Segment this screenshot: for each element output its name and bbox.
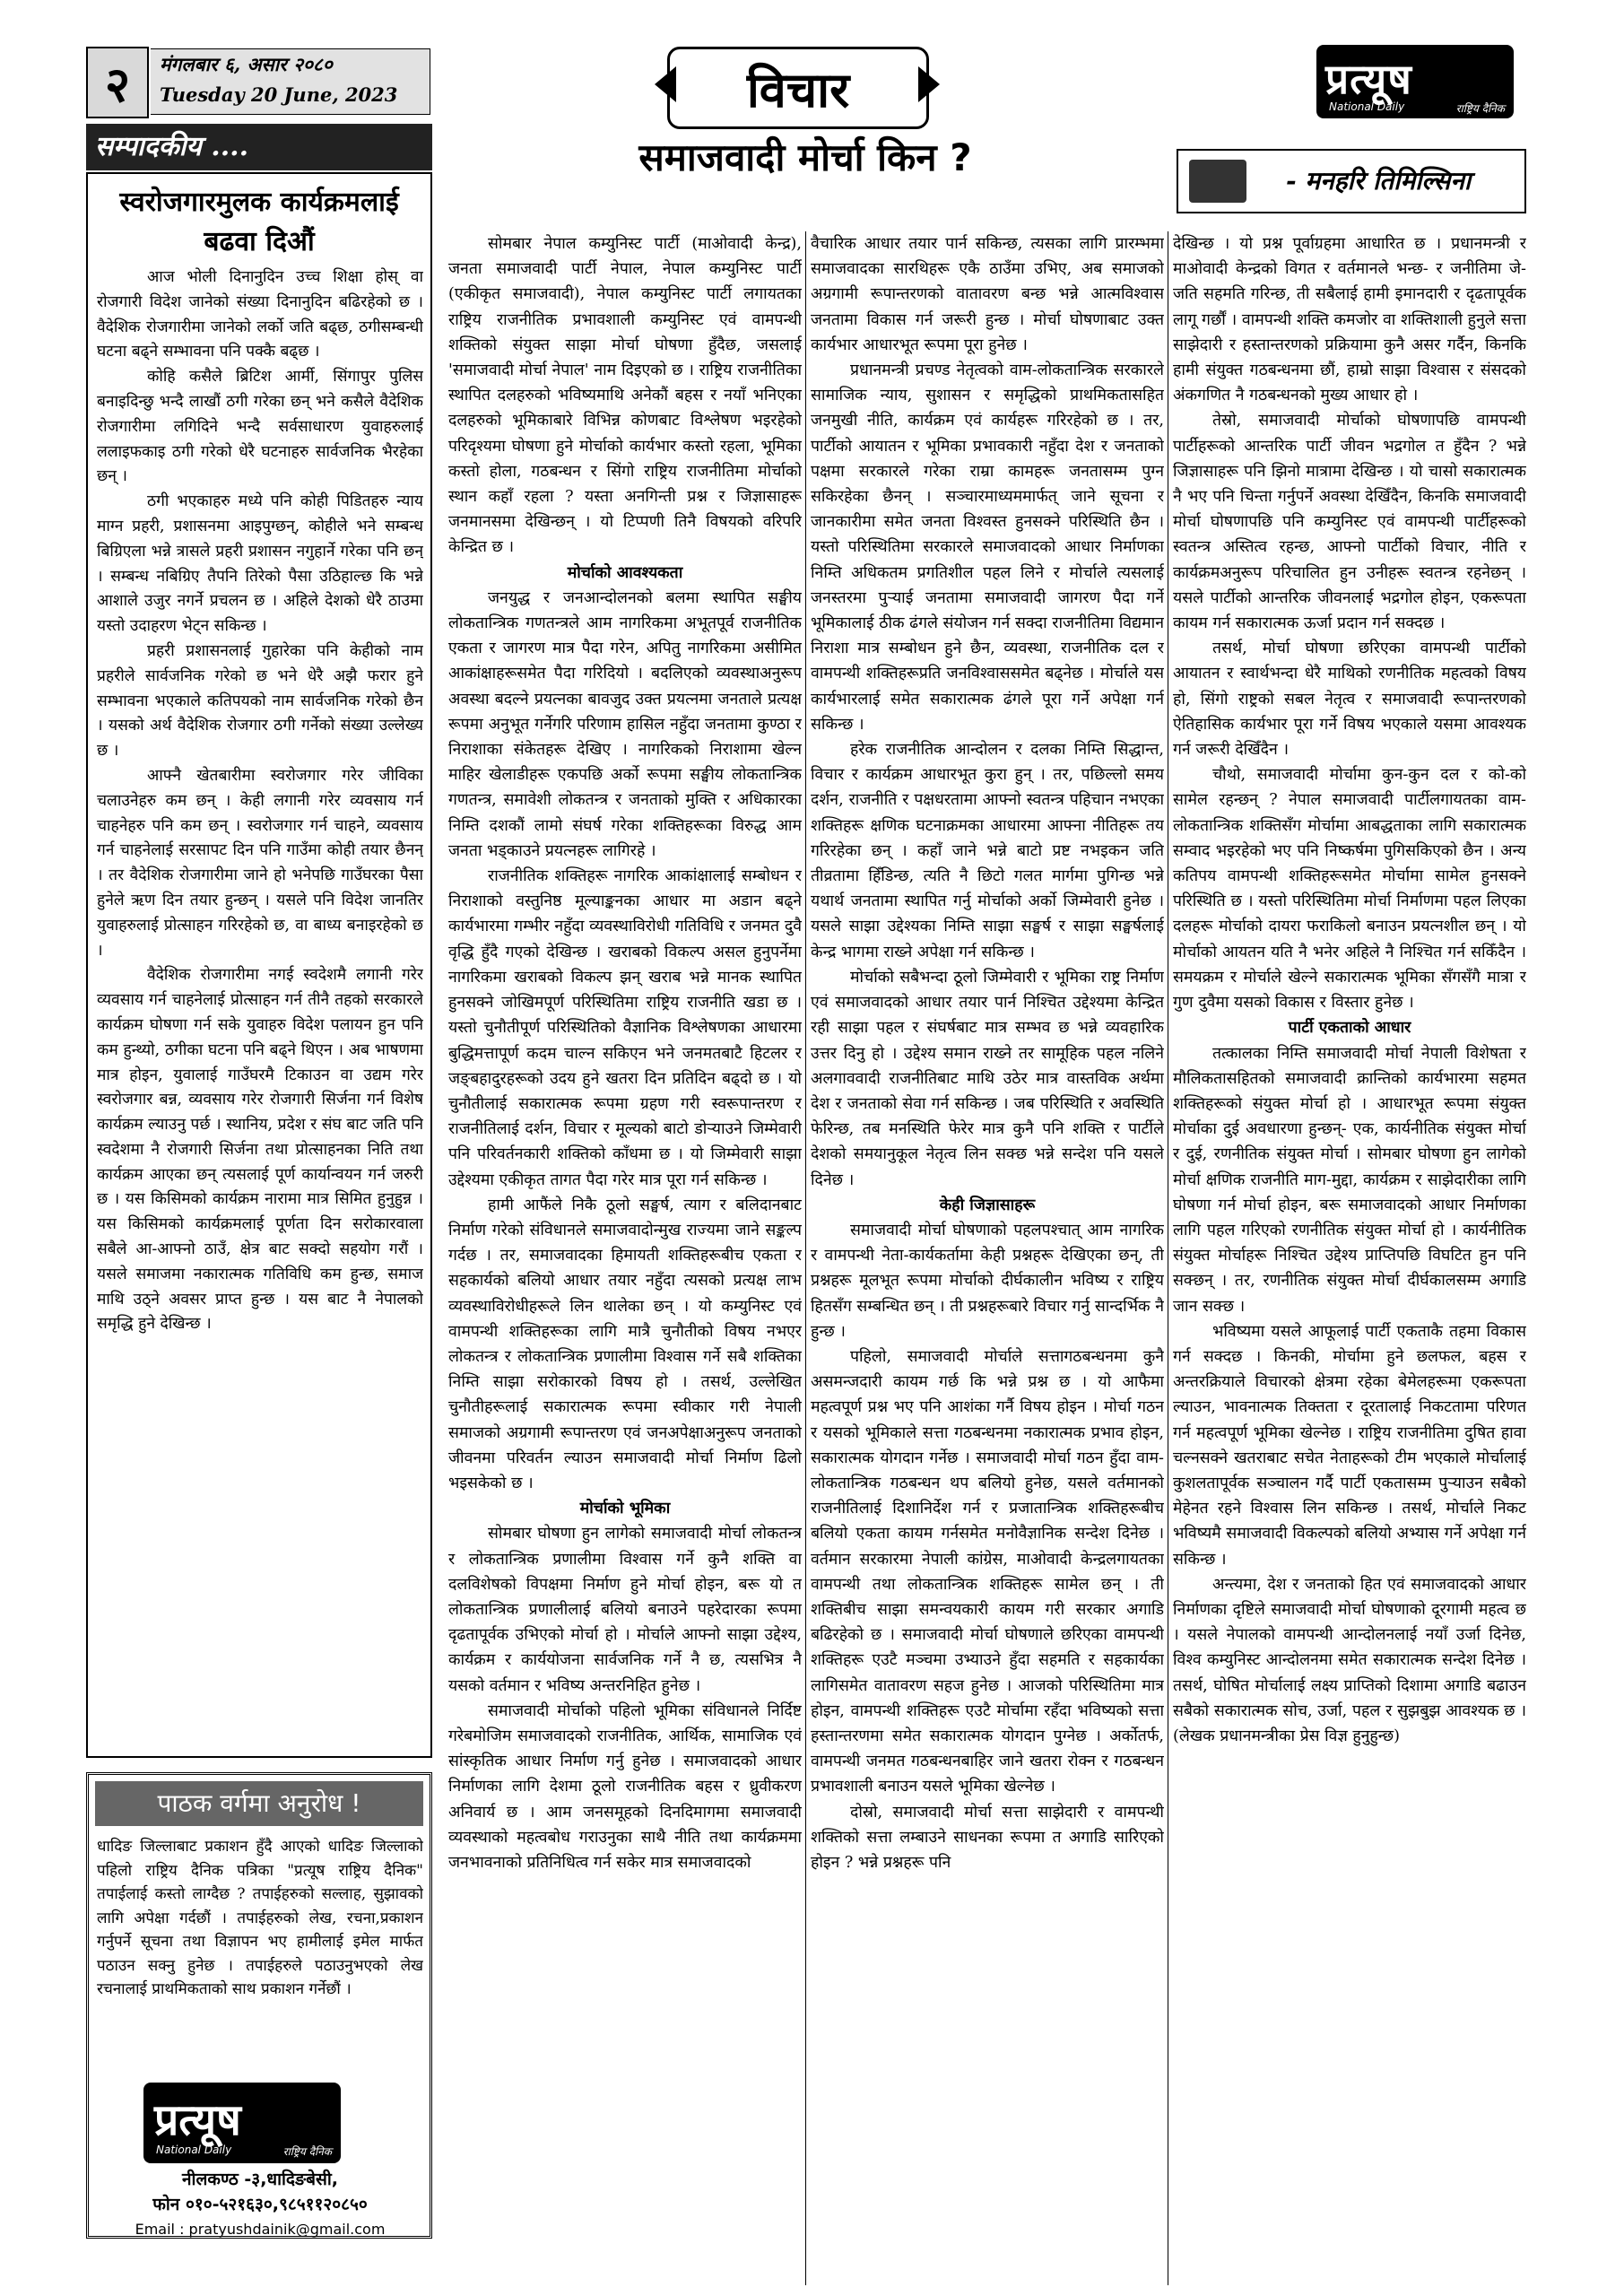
logo-sub-ne: राष्ट्रिय दैनिक bbox=[1455, 102, 1505, 115]
article-paragraph: हामी आफैंले निकै ठूलो सङ्घर्ष, त्याग र बलिदानबाट निर्माण गरेको संविधानले समाजवादोन्मुख राज्यमा जाने सङ्कल्प गर्दछ । तर, समाजवादका हिमायती शक्तिहरूबीच एकता र सहकार्यको बलियो आधार तयार नहुँदा त्यसको प्रत्यक्ष लाभ व्यवस्थाविरोधीहरूले लिन थालेका छन् । यो कम्युनिस्ट एवं वामपन्थी शक्तिहरूका लागि मात्रै चुनौतीको विषय नभएर लोकतन्त्र र लोकतान्त्रिक प्रणालीमा विश्वास गर्ने सबै शक्तिका निम्ति साझा सरोकारको विषय हो । तसर्थ, उल्लेखित चुनौतीहरूलाई सकारात्मक रूपमा स्वीकार गरी नेपाली समाजको अग्रगामी रूपान्तरण एवं जनअपेक्षाअनुरूप जनताको जीवनमा परिवर्तन ल्याउन समाजवादी मोर्चा निर्माण ढिलो भइसकेको छ । bbox=[448, 1196, 802, 1492]
article-paragraph: पहिलो, समाजवादी मोर्चाले सत्तागठबन्धनमा कुनै असमन्जदारी कायम गर्छ कि भन्ने प्रश्न छ । यो आफैमा महत्वपूर्ण प्रश्न भए पनि आशंका गर्नै विषय होइन । मोर्चा गठन र यसको भूमिकाले सत्ता गठबन्धनमा नकारात्मक प्रभाव होइन, सकारात्मक योगदान गर्नेछ । समाजवादी मोर्चा गठन हुँदा वाम-लोकतान्त्रिक गठबन्धन थप बलियो हुनेछ, यसले वर्तमानको राजनीतिलाई दिशानिर्देश गर्न र प्रजातान्त्रिक शक्तिहरूबीच बलियो एकता कायम गर्नसमेत मनोवैज्ञानिक सन्देश दिनेछ । वर्तमान सरकारमा नेपाली कांग्रेस, माओवादी केन्द्रलगायतका वामपन्थी तथा लोकतान्त्रिक शक्तिहरू सामेल छन् । ती शक्तिबीच साझा समन्वयकारी कायम गरी सरकार अगाडि बढिरहेको छ । समाजवादी मोर्चा घोषणाले छरिएका वामपन्थी शक्तिहरू एउटै मञ्चमा उभ्याउने हुँदा सहमति र सहकार्यका लागिसमेत वातावरण सहज हुनेछ । आजको परिस्थितिमा मात्र होइन, वामपन्थी शक्तिहरू एउटै मोर्चामा रहँदा भविष्यको सत्ता हस्तान्तरणमा समेत सकारात्मक योगदान पुग्नेछ । अर्कोतर्फ, वामपन्थी जनमत गठबन्धनबाहिर जाने खतरा रोक्न र गठबन्धन प्रभावशाली बनाउन यसले भूमिका खेल्नेछ । bbox=[811, 1347, 1164, 1796]
right-arrow-icon bbox=[918, 66, 940, 102]
contact-phone: फोन ०१०-५२१६३०,९८५११२०८५० bbox=[152, 2195, 368, 2214]
reader-appeal-heading: पाठक वर्गमा अनुरोध ! bbox=[95, 1781, 423, 1826]
article-paragraph: मोर्चाको सबैभन्दा ठूलो जिम्मेवारी र भूमिका राष्ट्र निर्माण एवं समाजवादको आधार तयार पार्न निश्चित उद्देश्यमा केन्द्रित रही साझा पहल र संघर्षबाट मात्र सम्भव छ भन्ने व्यवहारिक उत्तर दिनु हो । उद्देश्य समान राख्ने तर सामूहिक पहल नलिने अलगाववादी राजनीतिबाट माथि उठेर मात्र वास्तविक अर्थमा देश र जनताको सेवा गर्न सकिन्छ । जब परिस्थिति र अवस्थिति फेरिन्छ, तब मनस्थिति फेरेर मात्र कुनै पनि शक्ति र पार्टीले देशको समयानुकूल नेतृत्व लिन सक्छ भन्ने सन्देश पनि यसले दिनेछ । bbox=[811, 968, 1164, 1189]
article-subheading: पार्टी एकताको आधार bbox=[1288, 1018, 1411, 1038]
contact-block bbox=[97, 2167, 423, 2242]
article-paragraph: देखिन्छ । यो प्रश्न पूर्वाग्रहमा आधारित छ । प्रधानमन्त्री र माओवादी केन्द्रको विगत र वर्तमानले भन्छ- र जनीतिमा जे-जति सहमति गरिन्छ, ती सबैलाई हामी इमानदारी र दृढतापूर्वक लागू गर्छौं । वामपन्थी शक्ति कमजोर वा शक्तिशाली हुनुले सत्ता साझेदारी र हस्तान्तरणको प्रक्रियामा कुनै असर गर्दैन, किनकि हामी संयुक्त गठबन्धनमा छौं, हाम्रो साझा विश्वास र संसदको अंकगणित नै गठबन्धनको मुख्य आधार हो । bbox=[1173, 235, 1526, 405]
article-paragraph: भविष्यमा यसले आफूलाई पार्टी एकताकै तहमा विकास गर्न सक्दछ । किनकी, मोर्चामा हुने छलफल, बहस र अन्तरक्रियाले विचारको क्षेत्रमा रहेका बेमेलहरूमा एकरूपता ल्याउन, भावनात्मक तिक्तता र दूरतालाई निकटतामा परिणत गर्न महत्वपूर्ण भूमिका खेल्नेछ । राष्ट्रिय राजनीतिमा दुषित हावा चल्नसक्ने खतराबाट सचेत नेताहरूको टीम भएकाले मोर्चालाई कुशलतापूर्वक सञ्चालन गर्दै पार्टी एकतासम्म पुऱ्याउन सबैको मेहेनत रहने विश्वास लिन सकिन्छ । तसर्थ, मोर्चाले निकट भविष्यमै समाजवादी विकल्पको बलियो अभ्यास गर्ने अपेक्षा गर्न सकिन्छ । bbox=[1173, 1322, 1526, 1569]
logo-text: प्रत्यूष bbox=[1325, 55, 1412, 103]
article-title: समाजवादी मोर्चा किन ? bbox=[638, 135, 972, 179]
article-paragraph: प्रधानमन्त्री प्रचण्ड नेतृत्वको वाम-लोकतान्त्रिक सरकारले सामाजिक न्याय, सुशासन र समृद्धिको प्राथमिकतासहित जनमुखी नीति, कार्यक्रम एवं कार्यहरू गरिरहेको छ । तर, पार्टीको आयातन र भूमिका प्रभावकारी नहुँदा देश र जनताको पक्षमा सरकारले गरेका राम्रा कामहरू जनतासम्म पुग्न सकिरहेका छैनन् । सञ्चारमाध्यममार्फत् जाने सूचना र जानकारीमा समेत जनता विश्वस्त हुनसक्ने परिस्थिति छैन । यस्तो परिस्थितिमा सरकारले समाजवादको आधार निर्माणका निम्ति अधिकतम प्रगतिशील पहल लिने र मोर्चाले त्यसलाई जनस्तरमा पुऱ्याई जनतामा समाजवादी जागरण पैदा गर्ने भूमिकालाई ठीक ढंगले संयोजन गर्न सक्दा राजनीतिमा विद्यमान निराशा मात्र सम्बोधन हुने छैन, व्यवस्था, राजनीतिक दल र वामपन्थी शक्तिहरूप्रति जनविश्वाससमेत बढ्नेछ । मोर्चाले यस कार्यभारलाई समेत सकारात्मक ढंगले पूरा गर्ने अपेक्षा गर्न सकिन्छ । bbox=[811, 361, 1164, 734]
article-paragraph: सोमबार नेपाल कम्युनिस्ट पार्टी (माओवादी केन्द्र), जनता समाजवादी पार्टी नेपाल, नेपाल कम्युनिस्ट पार्टी (एकीकृत समाजवादी), नेपाल कम्युनिस्ट पार्टी लगायतका राष्ट्रिय राजनीतिक प्रभावशाली कम्युनिस्ट एवं वामपन्थी शक्तिको संयुक्त साझा मोर्चा घोषणा हुँदैछ, जसलाई 'समाजवादी मोर्चा नेपाल' नाम दिइएको छ । राष्ट्रिय राजनीतिका स्थापित दलहरुको भविष्यमाथि अनेकौं बहस र नयाँ भनिएका दलहरुको भूमिकाबारे विभिन्न कोणबाट विश्लेषण भइरहेको परिदृश्यमा घोषणा हुने मोर्चाको कार्यभार कस्तो रहला, भूमिका कस्तो होला, गठबन्धन र सिंगो राष्ट्रिय राजनीतिमा मोर्चाको स्थान कहाँ रहला ? यस्ता अनगिन्ती प्रश्न र जिज्ञासाहरू जनमानसमा देखिन्छन् । यो टिप्पणी तिनै विषयको वरिपरि केन्द्रित छ । bbox=[448, 235, 802, 557]
article-paragraph: जनयुद्ध र जनआन्दोलनको बलमा स्थापित सङ्घीय लोकतान्त्रिक गणतन्त्रले आम नागरिकमा अभूतपूर्व राजनीतिक एकता र जागरण मात्र पैदा गरेन, अपितु नागरिकमा असीमित आकांक्षाहरूसमेत पैदा गरिदियो । बदलिएको व्यवस्थाअनुरूप अवस्था बदल्ने प्रयत्नका बावजुद उक्त प्रयत्नमा जनताले प्रत्यक्ष रूपमा अनुभूत गर्नेगरि परिणाम हासिल नहुँदा जनतामा कुण्ठा र निराशाका संकेतहरू देखिए । नागरिकको निराशामा खेल्न माहिर खेलाडीहरू एकपछि अर्को रूपमा सङ्घीय लोकतान्त्रिक गणतन्त्र, समावेशी लोकतन्त्र र जनताको मुक्ति र अधिकारका निम्ति दशकौं लामो संघर्ष गरेका शक्तिहरूका विरुद्ध आम जनता भड्काउने प्रयत्नहरू लागिरहे । bbox=[448, 588, 802, 860]
article-paragraph: तसर्थ, मोर्चा घोषणा छरिएका वामपन्थी पार्टीको आयातन र स्वार्थभन्दा धेरै माथिको रणनीतिक महत्वको विषय हो, सिंगो राष्ट्रको सबल नेतृत्व र समाजवादी रूपान्तरणको ऐतिहासिक कार्यभार पूरा गर्ने विषय भएकाले यसमा आवश्यक गर्न जरूरी देखिँदैन । bbox=[1173, 639, 1526, 760]
section-title: विचार bbox=[667, 47, 929, 129]
article-paragraph: अन्त्यमा, देश र जनताको हित एवं समाजवादको आधार निर्माणका दृष्टिले समाजवादी मोर्चा घोषणाको दूरगामी महत्व छ । यसले नेपालको वामपन्थी आन्दोलनलाई नयाँ उर्जा दिनेछ, विश्व कम्युनिस्ट आन्दोलनमा समेत सकारात्मक सन्देश दिनेछ । तसर्थ, घोषित मोर्चालाई लक्ष्य प्राप्तिको दिशामा अगाडि बढाउन सबैको सकारात्मक सोच, उर्जा, पहल र सुझबुझ आवश्यक छ । (लेखक प्रधानमन्त्रीका प्रेस विज्ञ हुनुहुन्छ) bbox=[1173, 1575, 1526, 1745]
footer-logo-sub-en: National Daily bbox=[156, 2144, 232, 2156]
article-paragraph: दोस्रो, समाजवादी मोर्चा सत्ता साझेदारी र वामपन्थी शक्तिको सत्ता लम्बाउने साधनका रूपमा त अगाडि सारिएको होइन ? भन्ने प्रश्नहरू पनि bbox=[811, 1803, 1164, 1872]
article-paragraph: सोमबार घोषणा हुन लागेको समाजवादी मोर्चा लोकतन्त्र र लोकतान्त्रिक प्रणालीमा विश्वास गर्ने कुनै शक्ति वा दलविशेषको विपक्षमा निर्माण हुने मोर्चा होइन, बरू यो त लोकतान्त्रिक प्रणालीलाई बलियो बनाउने पहरेदारका रूपमा दृढतापूर्वक उभिएको मोर्चा हो । मोर्चाले आफ्नो साझा उद्देश्य, कार्यक्रम र कार्ययोजना सार्वजनिक गर्ने नै छ, त्यसभित्र नै यसको वर्तमान र भविष्य अन्तरनिहित हुनेछ । bbox=[448, 1525, 802, 1695]
column-divider bbox=[805, 231, 806, 2285]
article-subheading: मोर्चाको आवश्यकता bbox=[567, 562, 683, 582]
page-number: २ bbox=[86, 47, 149, 118]
editorial-label: सम्पादकीय .... bbox=[86, 124, 432, 170]
footer-logo-text: प्रत्यूष bbox=[154, 2095, 241, 2145]
author-name: - मनहरि तिमिल्सिना bbox=[1286, 166, 1472, 196]
editorial-paragraph: ठगी भएकाहरु मध्ये पनि कोही पिडितहरु न्याय माग्न प्रहरी, प्रशासनमा आइपुग्छन्, कोहीले भने सम्बन्ध बिग्रिएला भन्ने त्रासले प्रहरी प्रशासन नगुहार्ने गरेका पनि छन् । सम्बन्ध नबिग्रिए तैपनि तिरेको पैसा उठिहाल्छ कि भन्ने आशाले उजुर नगर्ने प्रचलन छ । अहिले देशको धेरै ठाउमा यस्तो उदाहरण भेट्न सकिन्छ । bbox=[97, 492, 423, 636]
editorial-paragraph: आज भोली दिनानुदिन उच्च शिक्षा होस् वा रोजगारी विदेश जानेको संख्या दिनानुदिन बढिरहेको छ । वैदेशिक रोजगारीमा जानेको लर्को जति बढ्छ, ठगीसम्बन्धी घटना बढ्ने सम्भावना पनि पक्कै बढ्छ । bbox=[97, 268, 423, 361]
article-subheading: केही जिज्ञासाहरू bbox=[939, 1195, 1036, 1214]
date-nepali: मंगलबार ६, असार २०८० bbox=[160, 53, 333, 75]
editorial-title: स्वरोजगारमुलक कार्यक्रमलाई बढवा दिऔं bbox=[119, 187, 399, 257]
article-paragraph: तत्कालका निम्ति समाजवादी मोर्चा नेपाली विशेषता र मौलिकतासहितको समाजवादी क्रान्तिको कार्यभारमा सहमत शक्तिहरूको संयुक्त मोर्चा हो । आधारभूत रूपमा संयुक्त मोर्चाका दुई अवधारणा हुन्छन्- एक, कार्यनीतिक संयुक्त मोर्चा र दुई, रणनीतिक संयुक्त मोर्चा । सोमबार घोषणा हुन लागेको मोर्चा क्षणिक राजनीति माग-मुद्दा, कार्यक्रम र साझेदारीका लागि घोषणा गर्न मोर्चा होइन, बरू समाजवादको आधार निर्माणका लागि पहल गरिएको रणनीतिक संयुक्त मोर्चा हो । कार्यनीतिक संयुक्त मोर्चाहरू निश्चित उद्देश्य प्राप्तिपछि विघटित हुन पनि सक्छन् । तर, रणनीतिक संयुक्त मोर्चा दीर्घकालसम्म अगाडि जान सक्छ । bbox=[1173, 1044, 1526, 1316]
author-box bbox=[1177, 149, 1526, 213]
article-column-1 bbox=[448, 231, 802, 2291]
footer-logo bbox=[143, 2083, 341, 2163]
editorial-paragraph: प्रहरी प्रशासनलाई गुहारेका पनि केहीको नाम प्रहरीले सार्वजनिक गरेको छ भने धेरै अझै फरार हुने सम्भावना भएकाले कतिपयको नाम सार्वजनिक गरेको छैन । यसको अर्थ वैदेशिक रोजगार ठगी गर्नेको संख्या उल्लेख्य छ । bbox=[97, 641, 423, 761]
article-paragraph: राजनीतिक शक्तिहरू नागरिक आकांक्षालाई सम्बोधन र निराशाको वस्तुनिष्ठ मूल्याङ्कनका आधार मा अडान बढ्ने कार्यभारमा गम्भीर नहुँदा व्यवस्थाविरोधी गतिविधि र जनमत दुवै वृद्धि हुँदै गएको देखिन्छ । खराबको विकल्प असल हुनुपर्नेमा नागरिकमा खराबको विकल्प झन् खराब भन्ने मानक स्थापित हुनसक्ने जोखिमपूर्ण परिस्थितिमा राष्ट्रिय राजनीति खडा छ । यस्तो चुनौतीपूर्ण परिस्थितिको वैज्ञानिक विश्लेषणका आधारमा बुद्धिमत्तापूर्ण कदम चाल्न सकिएन भने जनमतबाटै हिटलर र जङ्बहादुरहरूको उदय हुने खतरा दिन प्रतिदिन बढ्दो छ । यो चुनौतीलाई सकारात्मक रूपमा ग्रहण गरी स्वरूपान्तरण र राजनीतिलाई दर्शन, विचार र मूल्यको बाटो डोऱ्याउने जिम्मेवारी पनि परिवर्तनकारी शक्तिको काँधमा छ । यो जिम्मेवारी साझा उद्देश्यमा एकीकृत तागत पैदा गरेर मात्र पूरा गर्न सकिन्छ । bbox=[448, 867, 802, 1189]
article-paragraph: तेस्रो, समाजवादी मोर्चाको घोषणापछि वामपन्थी पार्टीहरूको आन्तरिक पार्टी जीवन भद्रगोल त हुँदैन ? भन्ने जिज्ञासाहरू पनि झिनो मात्रामा देखिन्छ । यो चासो सकारात्मक नै भए पनि चिन्ता गर्नुपर्ने अवस्था देखिँदैन, किनकि समाजवादी मोर्चा घोषणापछि पनि कम्युनिस्ट एवं वामपन्थी पार्टीहरूको स्वतन्त्र अस्तित्व रहन्छ, आफ्नो पार्टीको विचार, नीति र कार्यक्रमअनुरूप परिचालित हुन उनीहरू स्वतन्त्र रहनेछन् । यसले पार्टीको आन्तरिक जीवनलाई भद्रगोल होइन, एकरूपता कायम गर्न सकारात्मक ऊर्जा प्रदान गर्न सक्दछ । bbox=[1173, 412, 1526, 633]
masthead-logo bbox=[1316, 45, 1514, 118]
editorial-paragraph: आफ्नै खेतबारीमा स्वरोजगार गरेर जीविका चलाउनेहरु कम छन् । केही लगानी गरेर व्यवसाय गर्न चाहनेहरु पनि कम छन् । स्वरोजगार गर्न चाहने, व्यवसाय गर्न चाहनेलाई सरसापट दिन पनि गाउँमा कोही तयार छैनन् । तर वैदेशिक रोजगारीमा जाने हो भनेपछि गाउँघरका पैसा हुनेले ऋण दिन तयार हुन्छन् । यसले पनि विदेश जानतिर युवाहरुलाई प्रोत्साहन गरिरहेको छ, वा बाध्य बनाइरहेको छ । bbox=[97, 766, 423, 960]
contact-address: नीलकण्ठ -३,धादिङबेसी, bbox=[182, 2170, 338, 2189]
author-photo bbox=[1189, 160, 1246, 203]
article-paragraph: चौथो, समाजवादी मोर्चामा कुन-कुन दल र को-को सामेल रहन्छन् ? नेपाल समाजवादी पार्टीलगायतका वाम-लोकतान्त्रिक शक्तिसँग मोर्चामा आबद्धताका लागि सकारात्मक सम्वाद भइरहेको भए पनि निष्कर्षमा पुगिसकिएको छैन । अन्य कतिपय वामपन्थी शक्तिहरूसमेत मोर्चामा सामेल हुनसक्ने परिस्थिति छ । यस्तो परिस्थितिमा मोर्चा निर्माणमा पहल लिएका दलहरू मोर्चाको दायरा फराकिलो बनाउन प्रयत्नशील छन् । यो मोर्चाको आयतन यति नै भनेर अहिले नै निश्चित गर्न सकिँदैन । समयक्रम र मोर्चाले खेल्ने सकारात्मक भूमिका सँगसँगै मात्रा र गुण दुवैमा यसको विकास र विस्तार हुनेछ । bbox=[1173, 766, 1526, 1013]
reader-appeal-paragraph: धादिङ जिल्लाबाट प्रकाशन हुँदै आएको धादिङ जिल्लाको पहिलो राष्ट्रिय दैनिक पत्रिका "प्रत्यूष राष्ट्रिय दैनिक" तपाईलाई कस्तो लाग्दैछ ? तपाईहरुको सल्लाह, सुझावको लागि अपेक्षा गर्दछौं । तपाईहरुको लेख, रचना,प्रकाशन गर्नुपर्ने सूचना तथा विज्ञापन भए हामीलाई इमेल मार्फत पठाउन सक्नु हुनेछ । तपाईहरुले पठाउनुभएको लेख रचनालाई प्राथमिकताको साथ प्रकाशन गर्नेछौं । bbox=[97, 1838, 423, 1998]
editorial-body bbox=[97, 265, 423, 1745]
reader-appeal-text bbox=[97, 1835, 423, 2011]
footer-logo-sub-ne: राष्ट्रिय दैनिक bbox=[282, 2145, 332, 2158]
dateline bbox=[151, 48, 430, 115]
editorial-paragraph: कोहि कसैले ब्रिटिश आर्मी, सिंगापुर पुलिस बनाइदिन्छु भन्दै लाखौं ठगी गरेका छन् भने कसैले वैदेशिक रोजगारीमा लगिदिने भन्दै सर्वसाधारण युवाहरुलाई ललाइफकाइ ठगी गरेको धेरै घटनाहरु सार्वजनिक भैरहेका छन् । bbox=[97, 368, 423, 486]
contact-email[interactable]: Email : pratyushdainik@gmail.com bbox=[135, 2221, 386, 2238]
logo-sub-en: National Daily bbox=[1329, 100, 1405, 113]
article-subheading: मोर्चाको भूमिका bbox=[579, 1499, 671, 1518]
article-column-3 bbox=[1173, 231, 1526, 2291]
article-paragraph: समाजवादी मोर्चा घोषणाको पहलपश्चात् आम नागरिक र वामपन्थी नेता-कार्यकर्तामा केही प्रश्नहरू देखिएका छन्, ती प्रश्नहरू मूलभूत रूपमा मोर्चाको दीर्घकालीन भविष्य र राष्ट्रिय हितसँग सम्बन्धित छन् । ती प्रश्नहरूबारे विचार गर्नु सान्दर्भिक नै हुन्छ । bbox=[811, 1221, 1164, 1341]
date-english: Tuesday 20 June, 2023 bbox=[160, 83, 398, 106]
article-paragraph: वैचारिक आधार तयार पार्न सकिन्छ, त्यसका लागि प्रारम्भमा समाजवादका सारथिहरू एकै ठाउँमा उभिए, अब समाजको अग्रगामी रूपान्तरणको वातावरण बन्छ भन्ने आत्मविश्वास जनतामा विकास गर्न जरूरी हुन्छ । मोर्चा घोषणाबाट उक्त कार्यभार आधारभूत रूपमा पूरा हुनेछ । bbox=[811, 235, 1164, 354]
article-paragraph: समाजवादी मोर्चाको पहिलो भूमिका संविधानले निर्दिष्ट गरेबमोजिम समाजवादको राजनीतिक, आर्थिक, सामाजिक एवं सांस्कृतिक आधार निर्माण गर्नु हुनेछ । समाजवादको आधार निर्माणका लागि देशमा ठूलो राजनीतिक बहस र ध्रुवीकरण अनिवार्य छ । आम जनसमूहको दिनदिमागमा समाजवादी व्यवस्थाको महत्वबोध गराउनुका साथै नीति तथा कार्यक्रममा जनभावनाको प्रतिनिधित्व गर्न सकेर मात्र समाजवादको bbox=[448, 1701, 802, 1872]
article-paragraph: हरेक राजनीतिक आन्दोलन र दलका निम्ति सिद्धान्त, विचार र कार्यक्रम आधारभूत कुरा हुन् । तर, पछिल्लो समय दर्शन, राजनीति र पक्षधरतामा आफ्नो स्वतन्त्र पहिचान नभएका शक्तिहरू क्षणिक घटनाक्रमका आधारमा आफ्ना नीतिहरू तय गरिरहेका छन् । कहाँ जाने भन्ने बाटो प्रष्ट नभइकन जति तीव्रतामा हिँडिन्छ, त्यति नै छिटो गलत मार्गमा पुगिन्छ भन्ने यथार्थ जनतामा स्थापित गर्नु मोर्चाको अर्को जिम्मेवारी हुनेछ । यसले साझा उद्देश्यका निम्ति साझा सङ्घर्ष र साझा सङ्घर्षलाई केन्द्र भागमा राख्ने अपेक्षा गर्न सकिन्छ । bbox=[811, 741, 1164, 961]
editorial-paragraph: वैदेशिक रोजगारीमा नगई स्वदेशमै लगानी गरेर व्यवसाय गर्न चाहनेलाई प्रोत्साहन गर्न तीनै तहको सरकारले कार्यक्रम घोषणा गर्न सके युवाहरु विदेश पलायन हुन पनि कम हुन्थ्यो, ठगीका घटना पनि बढ्ने थिएन । अब भाषणमा मात्र होइन, युवालाई गाउँघरमै टिकाउन वा उद्यम गरेर स्वरोजगार बन्न, व्यवसाय गरेर रोजगारी सिर्जना गर्न विशेष कार्यक्रम ल्याउनु पर्छ । स्थानिय, प्रदेश र संघ बाट जति पनि स्वदेशमा नै रोजगारी सिर्जना तथा प्रोत्साहनका निति तथा कार्यक्रम आएका छन् त्यसलाई पूर्ण कार्यान्वयन गर्न जरुरी छ । यस किसिमको कार्यक्रम नारामा मात्र सिमित हुनुहुन्न । यस किसिमको कार्यक्रमलाई पूर्णता दिन सरोकारवाला सबैले आ-आफ्नो ठाउँ, क्षेत्र बाट सक्दो सहयोग गरौं । यसले समाजमा नकारात्मक गतिविधि कम हुन्छ, समाज माथि उठ्ने अवसर प्राप्त हुन्छ । यस बाट नै नेपालको समृद्धि हुने देखिन्छ । bbox=[97, 966, 423, 1334]
article-column-2 bbox=[811, 231, 1164, 2291]
